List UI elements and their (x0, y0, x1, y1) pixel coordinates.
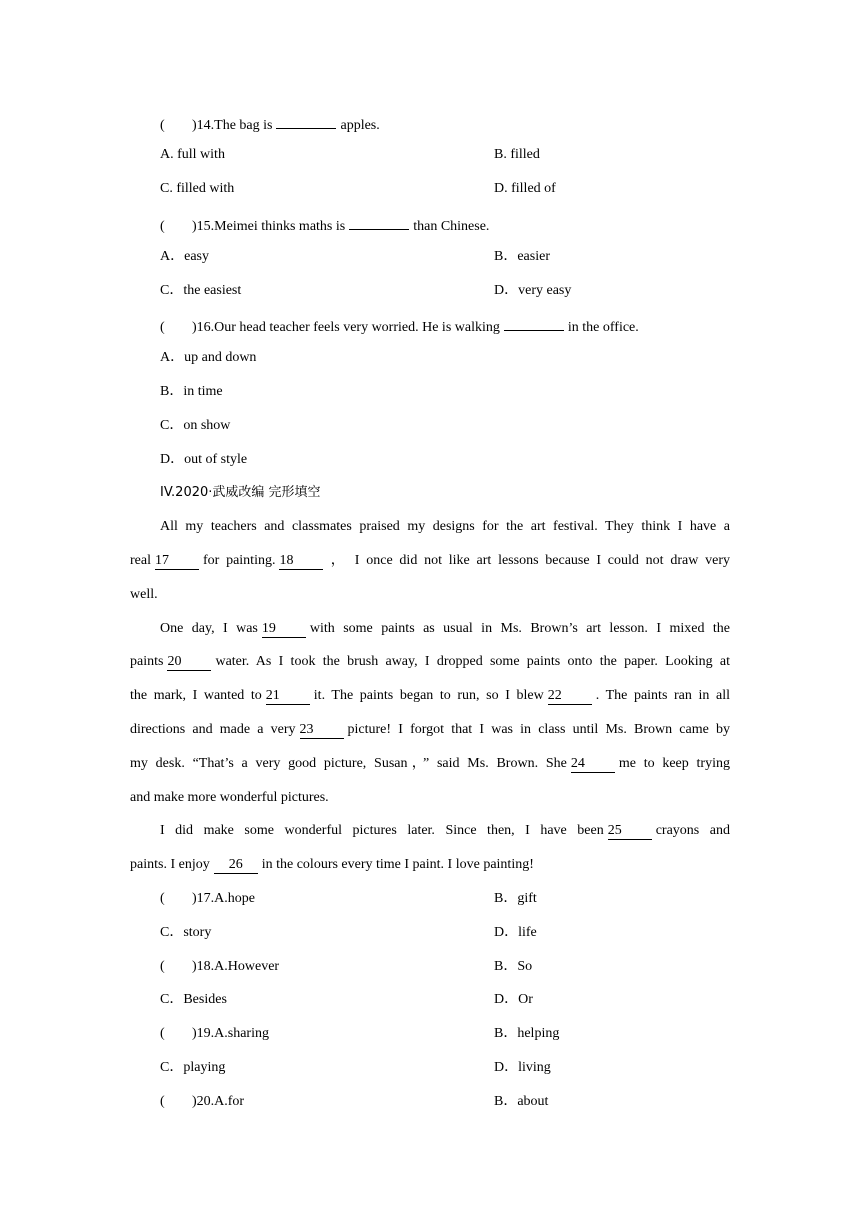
answer-paren: ( (160, 118, 165, 133)
passage-text: One day, I was (160, 621, 258, 636)
answer-paren: ( (160, 1026, 165, 1041)
option-d[interactable]: D. filled of (494, 181, 556, 196)
question-stem: )15.Meimei thinks maths is (192, 219, 346, 234)
option-d[interactable]: D．living (494, 1060, 551, 1075)
option-a[interactable] (160, 957, 279, 977)
option-c[interactable]: C．on show (160, 418, 231, 433)
option-b[interactable]: B．easier (494, 249, 550, 264)
answer-paren: ( (160, 891, 165, 906)
passage-text: ， I once did not like art lessons because I could not draw very (327, 553, 730, 568)
option-a[interactable]: A．easy (160, 249, 209, 264)
question-stem-end: in the office. (567, 320, 639, 335)
option-d[interactable]: D．very easy (494, 283, 572, 298)
passage-text: for painting. (202, 553, 276, 568)
blank-20[interactable]: 20 (167, 654, 211, 671)
question-stem: )16.Our head teacher feels very worried. He is walking (192, 320, 500, 335)
answer-paren: ( (160, 320, 165, 335)
option-b[interactable]: B．gift (494, 891, 537, 906)
question-stem: )14.The bag is (192, 118, 273, 133)
passage-text: paints. I enjoy (130, 857, 210, 872)
passage-line (130, 551, 730, 571)
passage-text: paints (130, 654, 164, 669)
question-15 (160, 213, 489, 237)
answer-blank[interactable] (504, 314, 564, 331)
passage-text: in the colours every time I paint. I love painting! (261, 857, 534, 872)
passage-text: real (130, 553, 151, 568)
option-a[interactable]: A. full with (160, 147, 225, 162)
passage-line (130, 686, 730, 706)
passage-line (130, 720, 730, 740)
option-c[interactable]: C．story (160, 925, 212, 940)
option-d[interactable]: D．life (494, 925, 537, 940)
passage-text: directions and made a very (130, 722, 296, 737)
passage-line (130, 855, 534, 875)
option-b[interactable]: B．in time (160, 384, 223, 399)
answer-paren: ( (160, 219, 165, 234)
option-text: )19.A.sharing (192, 1026, 269, 1041)
blank-22[interactable]: 22 (548, 688, 592, 705)
option-b[interactable]: B．So (494, 959, 533, 974)
passage-line (130, 754, 730, 774)
passage-line (160, 821, 730, 841)
question-16 (160, 314, 639, 338)
option-c[interactable]: C．playing (160, 1060, 226, 1075)
passage-text: crayons and (655, 823, 730, 838)
answer-paren: ( (160, 959, 165, 974)
passage-line: and make more wonderful pictures. (130, 790, 329, 805)
passage-text: it. The paints began to run, so I blew (313, 688, 544, 703)
passage-line (130, 652, 730, 672)
passage-text: water. As I took the brush away, I dropped some paints onto the paper. Looking at (215, 654, 730, 669)
passage-line: All my teachers and classmates praised my designs for the art festival. They think I have a (160, 519, 730, 534)
option-d[interactable]: D．Or (494, 992, 533, 1007)
passage-text: I did make some wonderful pictures later. Since then, I have been (160, 823, 604, 838)
answer-blank[interactable] (349, 213, 409, 230)
option-c[interactable]: C．the easiest (160, 283, 242, 298)
passage-line: well. (130, 587, 158, 602)
section-title: IV.2020·武威改编 完形填空 (160, 485, 321, 500)
blank-25[interactable]: 25 (608, 823, 652, 840)
blank-21[interactable]: 21 (266, 688, 310, 705)
passage-text: . The paints ran in all (595, 688, 730, 703)
passage-text: with some paints as usual in Ms. Brown’s art lesson. I mixed the (309, 621, 730, 636)
option-a[interactable] (160, 889, 255, 909)
option-c[interactable]: C．Besides (160, 992, 227, 1007)
question-stem-end: than Chinese. (413, 219, 490, 234)
question-stem-end: apples. (340, 118, 380, 133)
answer-blank[interactable] (276, 112, 336, 129)
option-a[interactable]: A．up and down (160, 350, 257, 365)
option-text: )17.A.hope (192, 891, 255, 906)
passage-text: me to keep trying (618, 756, 730, 771)
option-a[interactable] (160, 1024, 269, 1044)
option-b[interactable]: B．helping (494, 1026, 560, 1041)
blank-18[interactable]: 18 (279, 553, 323, 570)
option-text: )18.A.However (192, 959, 280, 974)
blank-26[interactable]: 26 (214, 857, 258, 874)
option-b[interactable]: B．about (494, 1094, 549, 1109)
option-a[interactable] (160, 1092, 244, 1112)
blank-23[interactable]: 23 (300, 722, 344, 739)
passage-line (160, 619, 730, 639)
passage-text: my desk. “That’s a very good picture, Susan，” said Ms. Brown. She (130, 756, 567, 771)
answer-paren: ( (160, 1094, 165, 1109)
option-text: )20.A.for (192, 1094, 245, 1109)
passage-text: picture! I forgot that I was in class until Ms. Brown came by (347, 722, 730, 737)
option-c[interactable]: C. filled with (160, 181, 235, 196)
option-b[interactable]: B. filled (494, 147, 540, 162)
blank-24[interactable]: 24 (571, 756, 615, 773)
blank-17[interactable]: 17 (155, 553, 199, 570)
question-14 (160, 112, 380, 136)
passage-text: the mark, I wanted to (130, 688, 262, 703)
blank-19[interactable]: 19 (262, 621, 306, 638)
option-d[interactable]: D．out of style (160, 452, 248, 467)
